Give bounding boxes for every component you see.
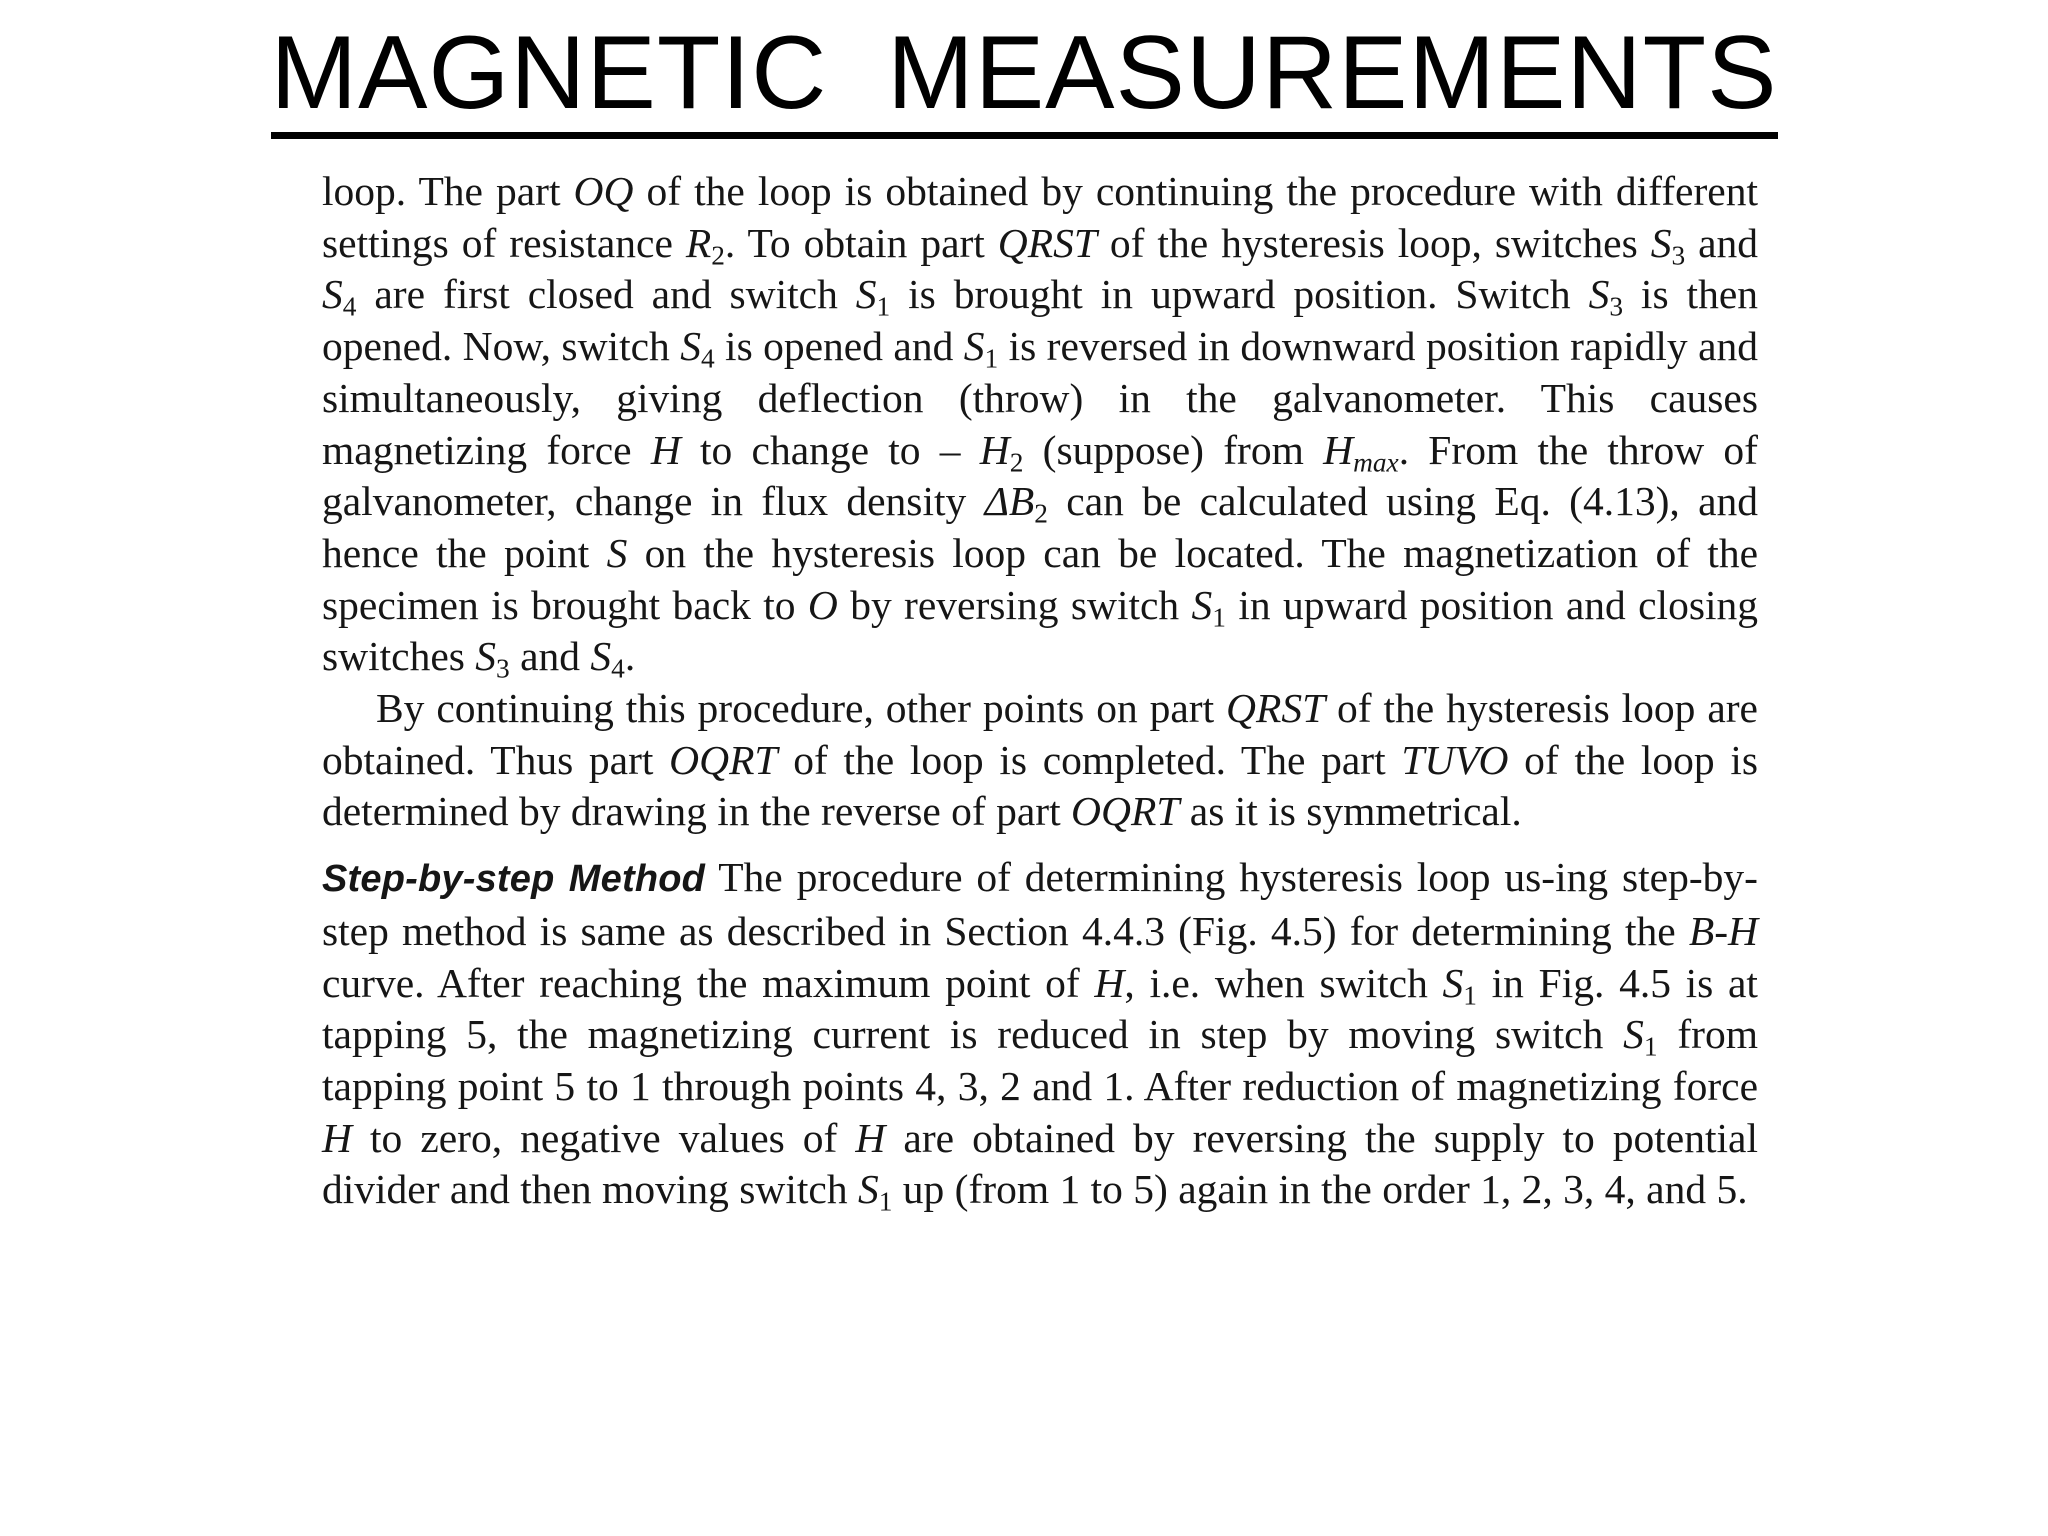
text-run: by reversing switch [837, 581, 1192, 628]
text-run: and [509, 633, 591, 680]
italic-run: QRST [1226, 685, 1326, 732]
text-run: is then opened. Now, switch [322, 271, 1758, 370]
italic-run: H [1094, 959, 1125, 1006]
text-run: to change to – [680, 426, 980, 473]
paragraph-3-body [322, 854, 1758, 1218]
subscript-run: 4 [700, 343, 715, 374]
text-run: loop. The part [322, 168, 574, 214]
text-run: are first closed and switch [356, 271, 856, 318]
text-run: as it is symmetrical. [1179, 788, 1522, 835]
text-run: . [624, 633, 636, 680]
italic-run: S [322, 271, 343, 318]
italic-run: R [685, 219, 712, 266]
text-run: is reversed in downward position rapidly and simultaneously, giving deflection (throw) in the galvanometer. This causes magnetizing force [322, 323, 1758, 473]
italic-run: S [475, 633, 497, 680]
italic-run: OQRT [1071, 788, 1180, 835]
text-run: in Fig. 4.5 is at tapping 5, the magnetizing current is reduced in step by moving switch [322, 959, 1758, 1058]
paragraph-3 [322, 852, 1758, 1216]
subscript-run: 1 [1643, 1031, 1658, 1062]
text-run: of the loop is obtained by continuing the procedure with different settings of resistance [322, 168, 1758, 266]
subscript-run: 3 [1671, 240, 1686, 271]
text-run: (suppose) from [1023, 426, 1324, 473]
subscript-run: max [1353, 447, 1399, 478]
paragraph-2 [322, 683, 1758, 838]
subscript-run: 2 [711, 240, 725, 271]
italic-run: S [590, 633, 612, 680]
text-run: is brought in upward position. Switch [890, 271, 1589, 318]
italic-run: S [1650, 219, 1672, 266]
italic-run: H [1323, 426, 1354, 473]
text-run: . From the throw of galvanometer, change in flux density [322, 426, 1758, 525]
scanned-text-page [322, 166, 1758, 1216]
subscript-run: 1 [1212, 602, 1226, 633]
subscript-run: 3 [1609, 292, 1624, 323]
text-run: on the hysteresis loop can be located. The magnetization of the specimen is brought back to [322, 529, 1758, 628]
italic-run: S [857, 1166, 879, 1213]
text-run: of the loop is completed. The part [777, 736, 1402, 783]
subscript-run: 2 [1034, 498, 1048, 529]
italic-run: B-H [1688, 907, 1758, 954]
text-run: from tapping point 5 to 1 through points 4, 3, 2 and 1. After reduction of magnetizing force [322, 1011, 1758, 1109]
italic-run: H [855, 1114, 886, 1161]
text-run: , i.e. when switch [1124, 959, 1443, 1006]
italic-run: S [855, 271, 877, 318]
text-run: The procedure of determining hysteresis loop us-ing step-by-step method is same as described in Section 4.4.3 (Fig. 4.5) for determining the [322, 854, 1758, 954]
paragraph-gap [322, 838, 1758, 852]
italic-run: TUVO [1401, 736, 1509, 783]
subscript-run: 4 [342, 292, 357, 323]
italic-run: S [680, 323, 701, 370]
subscript-run: 3 [496, 653, 510, 684]
text-run: curve. After reaching the maximum point of [322, 959, 1095, 1006]
subscript-run: 4 [611, 653, 625, 684]
subscript-run: 1 [1463, 980, 1477, 1011]
text-run: is opened and [714, 323, 964, 370]
text-run: in upward position and closing switches [322, 581, 1759, 680]
text-run: to zero, negative values of [351, 1114, 856, 1161]
italic-run: O [807, 581, 838, 628]
italic-run: H [979, 426, 1010, 473]
subscript-run: 1 [984, 343, 999, 374]
subscript-run: 2 [1009, 447, 1024, 478]
italic-run: OQRT [669, 736, 778, 783]
italic-run: S [1623, 1011, 1644, 1058]
subscript-run: 1 [878, 1187, 893, 1218]
italic-run: H [650, 426, 681, 473]
text-run: and [1685, 219, 1758, 266]
slide-title-text: MAGNETIC MEASUREMENTS [271, 14, 1778, 139]
text-run: up (from 1 to 5) again in the order 1, 2, 3, 4, and 5. [892, 1166, 1748, 1213]
text-run: . To obtain part [724, 219, 998, 266]
italic-run: S [606, 529, 628, 576]
italic-run: S [1588, 271, 1610, 318]
text-run: can be calculated using Eq. (4.13), and hence the point [322, 478, 1758, 576]
text-run: of the hysteresis loop, switches [1096, 219, 1651, 266]
text-run: of the loop is determined by drawing in the reverse of part [322, 736, 1759, 835]
subscript-run: 1 [876, 292, 891, 323]
italic-run: H [322, 1114, 352, 1161]
italic-run: OQ [573, 168, 634, 214]
text-run: are obtained by reversing the supply to potential divider and then moving switch [322, 1114, 1758, 1213]
italic-run: S [1442, 959, 1464, 1006]
italic-run: ΔB [984, 478, 1035, 525]
italic-run: QRST [997, 219, 1097, 266]
slide-title [0, 14, 2048, 139]
method-heading: Step-by-step Method [322, 858, 706, 901]
italic-run: S [1191, 581, 1213, 628]
paragraph-1 [322, 166, 1758, 683]
text-run: of the hysteresis loop are obtained. Thus part [322, 685, 1758, 783]
text-run: By continuing this procedure, other points on part [376, 685, 1227, 732]
italic-run: S [963, 323, 985, 370]
